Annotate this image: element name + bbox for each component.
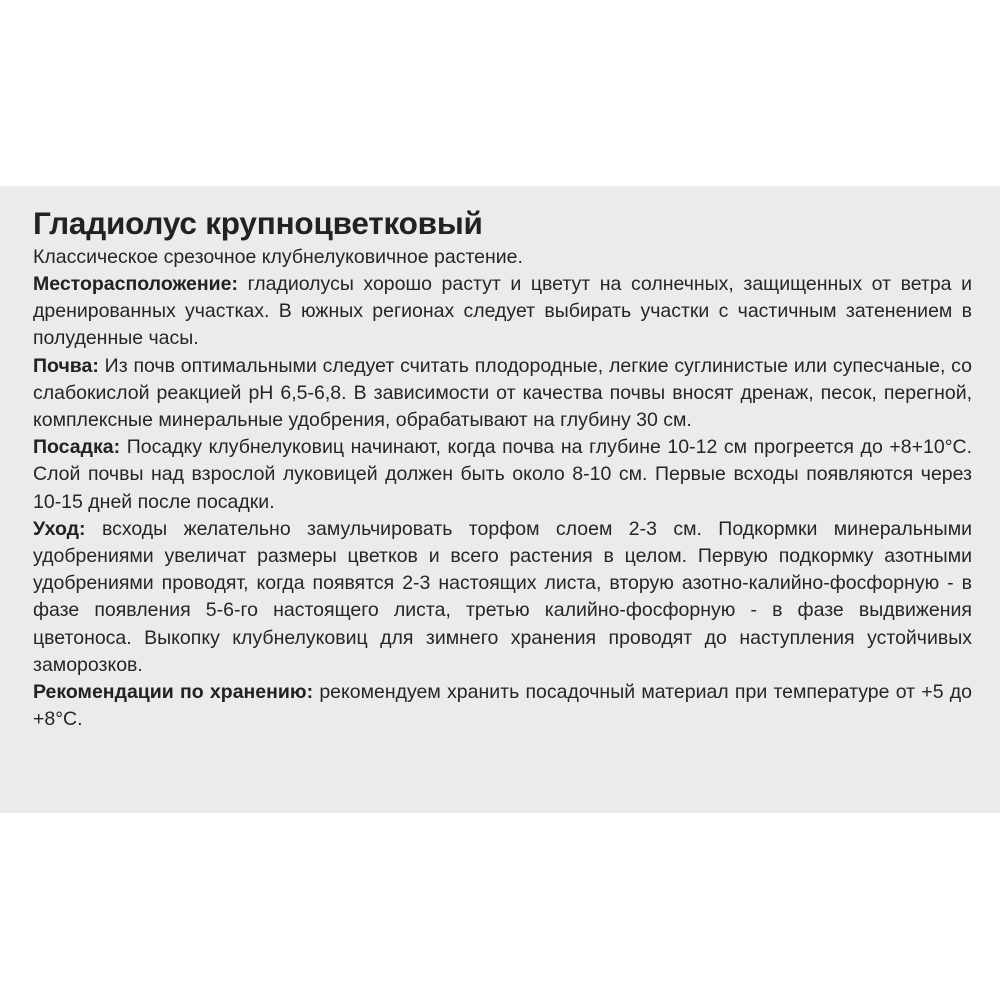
section-soil-text: Из почв оптимальными следует считать плодородные, легкие суглинистые или супесчаные, со слабокислой реакцией pH 6,5-6,8. В зависимости от качества почвы вносят дренаж, песок, перегной, комплексные минеральные удобрения, обрабатывают на глубину 30 см. — [33, 354, 973, 432]
product-info-card — [0, 186, 1000, 813]
section-location-text: гладиолусы хорошо растут и цветут на солнечных, защищенных от ветра и дренированных участках. В южных регионах следует выбирать участки с частичным затенением в полуденные часы. — [33, 273, 972, 350]
page-title: Гладиолус крупноцветковый — [33, 205, 483, 241]
section-care — [33, 516, 972, 679]
section-planting-label: Посадка: — [33, 436, 121, 459]
section-soil — [33, 353, 972, 435]
section-planting-text: Посадку клубнелуковиц начинают, когда почва на глубине 10-12 см прогреется до +8+10°С. Слой почвы над взрослой луковицей должен быть около 8-10 см. Первые всходы появляются через 10-15 дней после посадки. — [33, 436, 973, 513]
section-storage-text: рекомендуем хранить посадочный материал при температуре от +5 до +8°С. — [33, 681, 973, 731]
section-storage — [33, 679, 972, 733]
section-location-label: Месторасположение: — [33, 273, 238, 295]
section-location — [33, 271, 972, 353]
subtitle: Классическое срезочное клубнелуковичное растение. — [33, 246, 523, 268]
section-soil-label: Почва: — [33, 354, 99, 377]
section-care-label: Уход: — [33, 517, 86, 540]
section-planting — [33, 434, 972, 516]
section-care-text: всходы желательно замульчировать торфом слоем 2-3 см. Подкормки минеральными удобрениями увеличат размеры цветков и всего растения в целом. Первую подкормку азотными удобрениями проводят, когда появятся 2-3 настоящих листа, вторую азотно-калийно-фосфорную - в фазе появления 5-6-го настоящего листа, третью калийно-фосфорную - в фазе выдвижения цветоноса. Выкопку клубнелуковиц для зимнего хранения проводят до наступления устойчивых заморозков. — [33, 517, 972, 676]
section-storage-label: Рекомендации по хранению: — [33, 681, 314, 704]
